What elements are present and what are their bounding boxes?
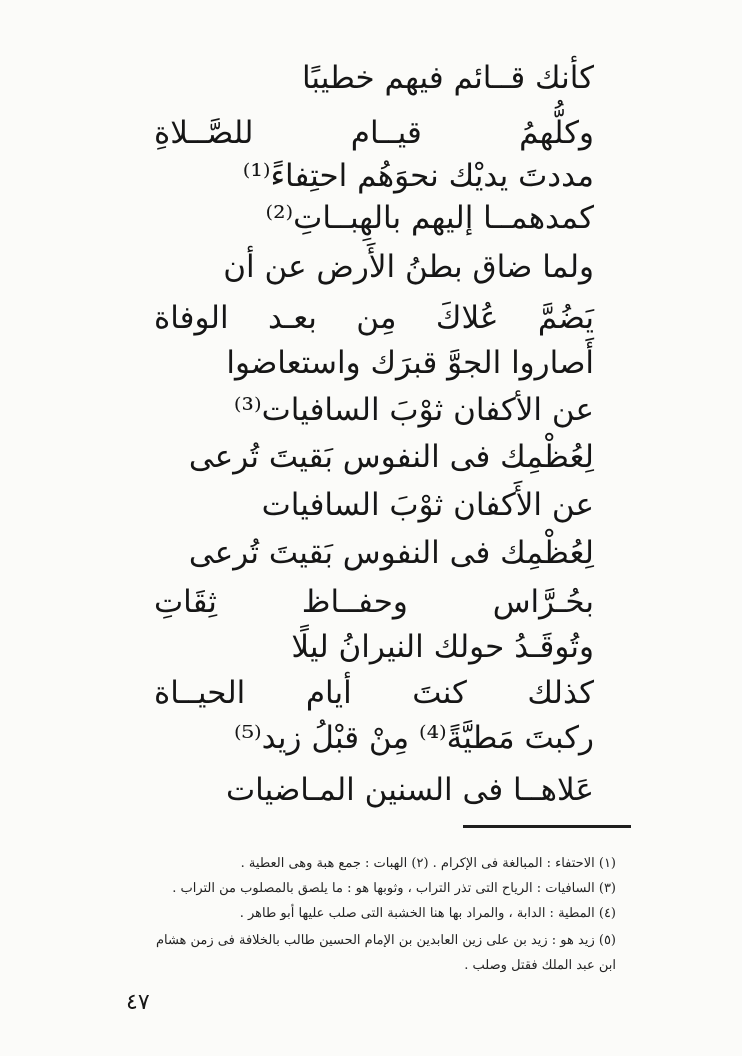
verse-line: وتُوقَـدُ حولك النيرانُ ليلًا — [291, 629, 594, 665]
verse-line: لِعُظْمِك فى النفوس بَقيتَ تُرعى — [188, 439, 594, 475]
footnote: (١) الاحتفاء : المبالغة فى الإكرام . (٢) الهبات : جمع هبة وهى العطية . — [240, 856, 616, 871]
verse-line: وكلُّهمُ قيــام للصَّــلاةِ — [154, 115, 594, 151]
verse-line: ركبتَ مَطيَّةً⁽⁴⁾ مِنْ قبْلُ زيد⁽⁵⁾ — [233, 720, 594, 756]
footnote-divider — [463, 825, 631, 828]
verse-line: بحُـرَّاس وحفــاظ ثِقَاتِ — [154, 584, 594, 620]
verse-line: يَضُمَّ عُلاكَ مِن بعـد الوفاة — [154, 300, 594, 336]
footnote: (٥) زيد هو : زيد بن على زين العابدين بن الإمام الحسين طالب بالخلافة فى زمن هشام — [155, 933, 616, 948]
verse-line: عَلاهــا فى السنين المـاضيات — [225, 772, 594, 808]
page-number: ٤٧ — [126, 990, 150, 1015]
footnote: (٣) السافيات : الرياح التى تذر التراب ، وثوبها هو : ما يلصق بالمصلوب من التراب . — [172, 881, 616, 896]
verse-line: كذلك كنتَ أيام الحيــاة — [154, 675, 594, 711]
footnote: ابن عبد الملك فقتل وصلب . — [464, 958, 616, 973]
verse-line: أَصاروا الجوَّ قبرَك واستعاضوا — [226, 345, 594, 381]
verse-line: كأنك قــائم فيهم خطيبًا — [301, 60, 594, 96]
verse-line: عن الأَكفان ثوْبَ السافيات — [261, 487, 594, 523]
verse-line: كمدهمــا إليهم بالهِبــاتِ⁽²⁾ — [265, 200, 594, 236]
verse-line: مددتَ يديْك نحوَهُم احتِفاءً⁽¹⁾ — [242, 158, 594, 194]
footnote: (٤) المطية : الدابة ، والمراد بها هنا الخشبة التى صلب عليها أبو طاهر . — [239, 906, 616, 921]
verse-line: عن الأكفان ثوْبَ السافيات⁽³⁾ — [233, 392, 594, 428]
verse-line: ولما ضاق بطنُ الأَرض عن أن — [223, 249, 594, 285]
verse-line: لِعُظْمِك فى النفوس بَقيتَ تُرعى — [188, 535, 594, 571]
